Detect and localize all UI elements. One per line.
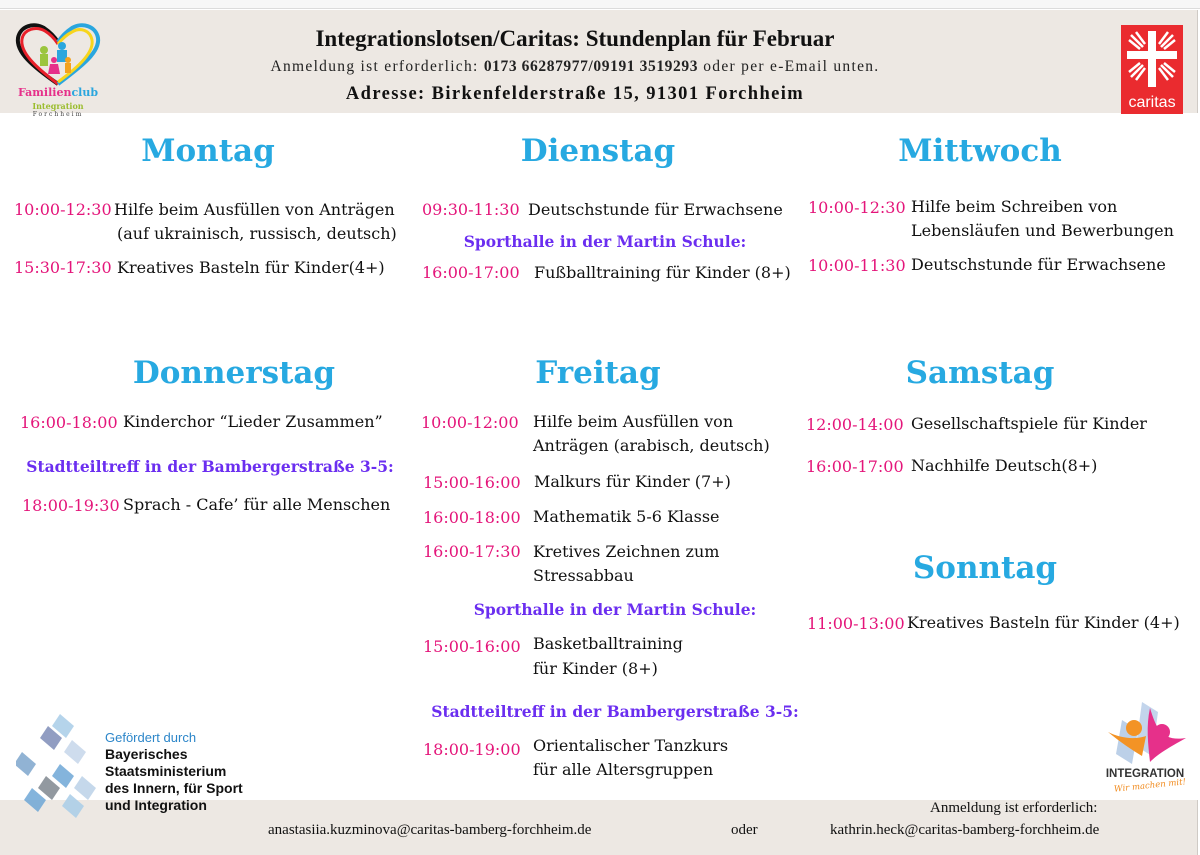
activity-description: Nachhilfe Deutsch(8+) — [911, 456, 1098, 475]
time-slot: 16:00-17:30 — [423, 542, 521, 561]
activity-description: Deutschstunde für Erwachsene — [911, 255, 1166, 274]
email-link-1[interactable]: anastasiia.kuzminova@caritas-bamberg-forchheim.de — [268, 822, 592, 838]
footer-registration-note: Anmeldung ist erforderlich: — [930, 800, 1098, 816]
time-slot: 16:00-17:00 — [422, 263, 520, 282]
or-label: oder — [731, 822, 758, 838]
activity-description: Anträgen (arabisch, deutsch) — [533, 436, 770, 455]
familienclub-name-part2: club — [71, 86, 99, 99]
time-slot: 15:00-16:00 — [423, 473, 521, 492]
activity-description: Hilfe beim Schreiben von — [911, 197, 1118, 216]
time-slot: 16:00-18:00 — [20, 413, 118, 432]
day-heading-freitag: Freitag — [535, 355, 661, 391]
activity-description: Kretives Zeichnen zum — [533, 542, 720, 561]
venue-label: Stadtteiltreff in der Bambergerstraße 3-5: — [26, 457, 394, 476]
time-slot: 16:00-18:00 — [423, 508, 521, 527]
activity-description: für alle Altersgruppen — [533, 760, 714, 779]
activity-description: (auf ukrainisch, russisch, deutsch) — [117, 224, 397, 243]
time-slot: 10:00-12:30 — [808, 198, 906, 217]
time-slot: 12:00-14:00 — [806, 415, 904, 434]
integration-word: INTEGRATION — [1105, 768, 1185, 780]
time-slot: 09:30-11:30 — [422, 200, 520, 219]
time-slot: 10:00-11:30 — [808, 256, 906, 275]
top-strip — [0, 0, 1200, 9]
time-slot: 15:00-16:00 — [423, 637, 521, 656]
time-slot: 11:00-13:00 — [807, 614, 905, 633]
activity-description: für Kinder (8+) — [533, 659, 658, 678]
day-heading-montag: Montag — [141, 133, 275, 169]
funded-by-label: Gefördert durch — [105, 730, 197, 745]
time-slot: 15:30-17:30 — [14, 258, 112, 277]
day-heading-mittwoch: Mittwoch — [898, 133, 1062, 169]
activity-description: Sprach - Cafe’ für alle Menschen — [123, 495, 391, 514]
ministry-line: Bayerisches — [105, 746, 188, 762]
page-title: Integrationslotsen/Caritas: Stundenplan für Februar — [315, 26, 835, 51]
registration-suffix: oder per e-Email unten. — [698, 58, 880, 75]
ministry-text — [105, 730, 243, 814]
phone-numbers: 0173 66287977/09191 3519293 — [483, 58, 699, 75]
caritas-cross-icon — [1121, 25, 1183, 93]
familienclub-logo — [8, 22, 108, 122]
caritas-word: caritas — [1128, 94, 1176, 111]
registration-line — [150, 58, 1000, 76]
venue-label: Stadtteiltreff in der Bambergerstraße 3-5: — [431, 702, 799, 721]
email-link-2[interactable]: kathrin.heck@caritas-bamberg-forchheim.de — [830, 822, 1100, 838]
activity-description: Hilfe beim Ausfüllen von Anträgen — [114, 200, 395, 219]
activity-description: Kinderchor “Lieder Zusammen” — [123, 412, 383, 431]
bavarian-diamond-icon — [16, 712, 116, 822]
ministry-line: Staatsministerium — [105, 763, 227, 779]
caritas-logo — [1121, 25, 1183, 114]
familienclub-sub: Integration — [32, 101, 84, 111]
activity-description: Gesellschaftspiele für Kinder — [911, 414, 1147, 433]
time-slot: 10:00-12:30 — [14, 200, 112, 219]
activity-description: Mathematik 5-6 Klasse — [533, 507, 720, 526]
time-slot: 16:00-17:00 — [806, 457, 904, 476]
heart-family-icon — [12, 22, 104, 88]
ministry-line: des Innern, für Sport — [105, 780, 243, 796]
activity-description: Orientalischer Tanzkurs — [533, 736, 729, 755]
venue-label: Sporthalle in der Martin Schule: — [473, 600, 757, 619]
day-heading-samstag: Samstag — [905, 355, 1055, 391]
ministry-line: und Integration — [105, 797, 207, 813]
venue-label: Sporthalle in der Martin Schule: — [463, 232, 747, 251]
activity-description: Deutschstunde für Erwachsene — [528, 200, 783, 219]
registration-prefix: Anmeldung ist erforderlich: — [270, 58, 484, 75]
activity-description: Kreatives Basteln für Kinder(4+) — [117, 258, 385, 277]
activity-description: Lebensläufen und Bewerbungen — [911, 221, 1174, 240]
time-slot: 10:00-12:00 — [421, 413, 519, 432]
activity-description: Fußballtraining für Kinder (8+) — [534, 263, 791, 282]
activity-description: Malkurs für Kinder (7+) — [534, 472, 731, 491]
address-line: Adresse: Birkenfelderstraße 15, 91301 Forchheim — [345, 84, 805, 104]
day-heading-sonntag: Sonntag — [912, 550, 1058, 586]
time-slot: 18:00-19:30 — [22, 496, 120, 515]
time-slot: 18:00-19:00 — [423, 740, 521, 759]
familienclub-name — [8, 86, 108, 99]
familienclub-city: Forchheim — [32, 111, 84, 118]
activity-description: Hilfe beim Ausfüllen von — [533, 412, 734, 431]
activity-description: Kreatives Basteln für Kinder (4+) — [907, 613, 1180, 632]
activity-description: Stressabbau — [533, 566, 634, 585]
familienclub-name-part1: Familien — [17, 86, 72, 99]
day-heading-donnerstag: Donnerstag — [132, 355, 336, 391]
day-heading-dienstag: Dienstag — [520, 133, 676, 169]
integration-slogan: Wir machen mit! — [1113, 777, 1187, 795]
activity-description: Basketballtraining — [533, 634, 683, 653]
